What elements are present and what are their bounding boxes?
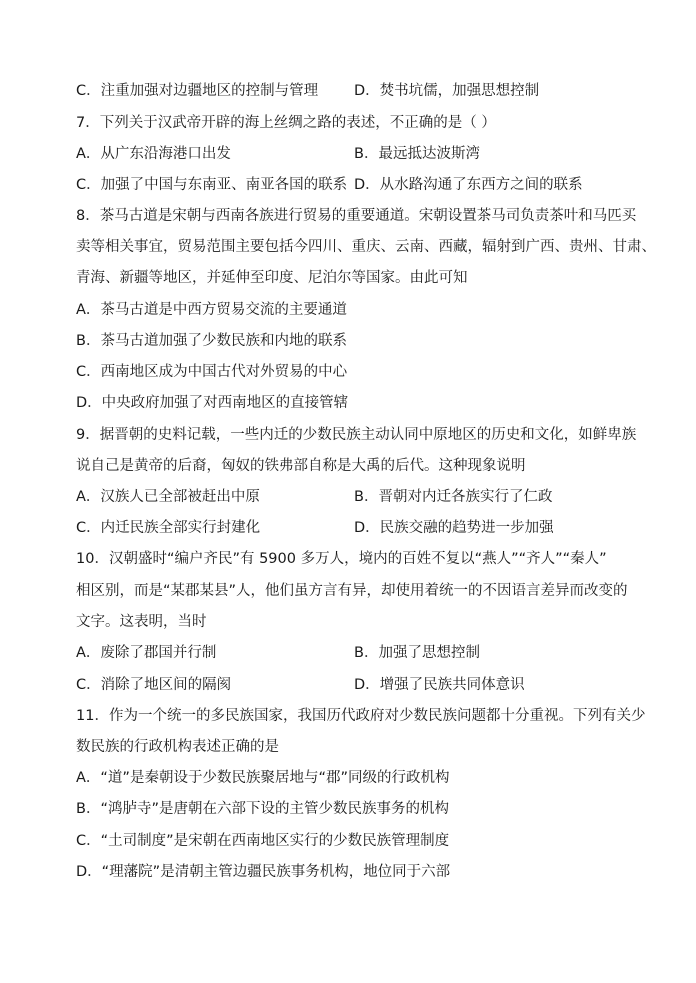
q10-stem-line-2: 相区别，而是“某郡某县”人，他们虽方言有异，却使用着统一的不因语言差异而改变的 <box>76 583 628 599</box>
q10-option-c: C．消除了地区间的隔阂 <box>76 677 232 693</box>
q8-stem-line-1: 8．茶马古道是宋朝与西南各族进行贸易的重要通道。宋朝设置茶马司负责茶叶和马匹买 <box>76 208 637 224</box>
q10-option-a: A．废除了郡国并行制 <box>76 645 217 661</box>
q8-option-b: B．茶马古道加强了少数民族和内地的联系 <box>76 333 347 349</box>
q8-option-c: C．西南地区成为中国古代对外贸易的中心 <box>76 364 348 380</box>
q7-stem: 7．下列关于汉武帝开辟的海上丝绸之路的表述，不正确的是（ ） <box>76 115 496 131</box>
q6-option-c: C．注重加强对边疆地区的控制与管理 <box>76 83 319 99</box>
q10-stem-line-1: 10．汉朝盛时“编户齐民”有 5900 多万人，境内的百姓不复以“燕人”“齐人”“秦人” <box>76 551 607 567</box>
q7-option-b: B．最远抵达波斯湾 <box>354 146 480 162</box>
q9-stem-line-1: 9．据晋朝的史料记载，一些内迁的少数民族主动认同中原地区的历史和文化，如鲜卑族 <box>76 427 637 443</box>
q9-option-b: B．晋朝对内迁各族实行了仁政 <box>354 489 553 505</box>
q8-stem-line-3: 青海、新疆等地区，并延伸至印度、尼泊尔等国家。由此可知 <box>76 270 468 286</box>
q7-option-c: C．加强了中国与东南亚、南亚各国的联系 <box>76 177 348 193</box>
q11-stem-line-2: 数民族的行政机构表述正确的是 <box>76 739 279 755</box>
q7-option-a: A．从广东沿海港口出发 <box>76 146 231 162</box>
q9-stem-line-2: 说自己是黄帝的后裔，匈奴的铁弗部自称是大禹的后代。这种现象说明 <box>76 458 526 474</box>
q8-option-d: D．中央政府加强了对西南地区的直接管辖 <box>76 395 349 411</box>
q7-option-d: D．从水路沟通了东西方之间的联系 <box>354 177 583 193</box>
q8-option-a: A．茶马古道是中西方贸易交流的主要通道 <box>76 302 347 318</box>
q10-stem-line-3: 文字。这表明，当时 <box>76 614 207 630</box>
q9-option-a: A．汉族人已全部被赶出中原 <box>76 489 260 505</box>
q11-option-d: D．“理藩院”是清朝主管边疆民族事务机构，地位同于六部 <box>76 864 451 880</box>
q11-option-c: C．“土司制度”是宋朝在西南地区实行的少数民族管理制度 <box>76 833 450 849</box>
q11-stem-line-1: 11．作为一个统一的多民族国家，我国历代政府对少数民族问题都十分重视。下列有关少 <box>76 708 646 724</box>
q11-option-b: B．“鸿胪寺”是唐朝在六部下设的主管少数民族事务的机构 <box>76 801 449 817</box>
q6-option-d: D．焚书坑儒，加强思想控制 <box>354 83 540 99</box>
q9-option-c: C．内迁民族全部实行封建化 <box>76 520 261 536</box>
q10-option-b: B．加强了思想控制 <box>354 645 480 661</box>
q9-option-d: D．民族交融的趋势进一步加强 <box>354 520 554 536</box>
q8-stem-line-2: 卖等相关事宜，贸易范围主要包括今四川、重庆、云南、西藏，辐射到广西、贵州、甘肃、 <box>76 239 656 255</box>
q11-option-a: A．“道”是秦朝设于少数民族聚居地与“郡”同级的行政机构 <box>76 770 450 786</box>
q10-option-d: D．增强了民族共同体意识 <box>354 677 525 693</box>
